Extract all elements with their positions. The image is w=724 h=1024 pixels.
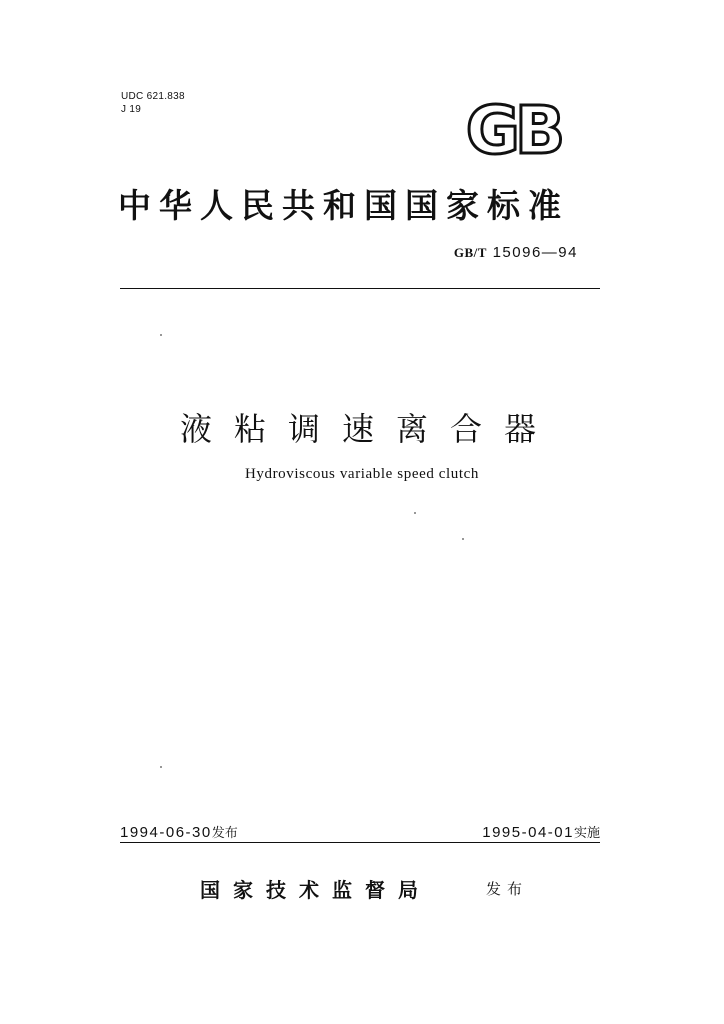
- standard-number: [454, 244, 578, 261]
- date-row: [120, 822, 600, 844]
- scan-speck: [414, 512, 416, 514]
- issue-date: [120, 822, 238, 841]
- scan-speck: [462, 538, 464, 540]
- standard-number-prefix: GB/T: [453, 245, 487, 260]
- issuing-action: 发布: [486, 880, 529, 898]
- ccs-code: J 19: [121, 104, 142, 115]
- standard-category-title: 中华人民共和国国家标准: [118, 186, 569, 225]
- implementation-date: [482, 822, 600, 841]
- issuing-authority: 国家技术监督局: [200, 878, 431, 902]
- document-title-english: Hydroviscous variable speed clutch: [244, 466, 480, 482]
- standard-number-value: 15096—94: [492, 244, 578, 261]
- document-title-chinese: 液粘调速离合器: [180, 410, 559, 448]
- scan-speck: [160, 334, 162, 336]
- udc-code: UDC 621.838: [121, 91, 185, 102]
- classification-codes: [121, 90, 185, 116]
- bottom-divider: [120, 842, 600, 843]
- implementation-date-label: 实施: [573, 826, 600, 841]
- gb-logo-text: GB: [465, 92, 561, 169]
- issue-date-label: 发布: [211, 826, 238, 841]
- implementation-date-value: 1995-04-01: [482, 824, 574, 841]
- issue-date-value: 1994-06-30: [120, 824, 212, 841]
- scan-speck: [160, 766, 162, 768]
- gb-logo: [458, 92, 568, 169]
- top-divider: [120, 288, 600, 289]
